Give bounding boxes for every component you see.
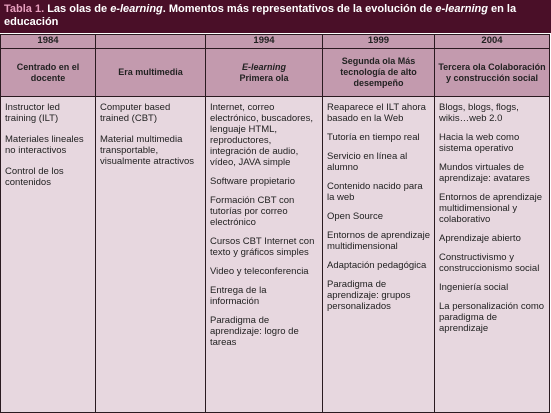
list-item: Reaparece el ILT ahora basado en la Web [327, 102, 426, 124]
list-item: Video y teleconferencia [210, 266, 309, 277]
list-item: Software propietario [210, 176, 296, 187]
column-title [96, 49, 206, 97]
list-item: Materiales lineales no interactivos [5, 134, 84, 156]
column-title-text: Primera ola [239, 72, 289, 83]
caption-em-a: e-learning [110, 3, 163, 15]
list-item: Mundos virtuales de aprendizaje: avatares [439, 162, 530, 184]
list-item: Paradigma de aprendizaje: grupos personalizados [327, 279, 411, 312]
list-item: Internet, correo electrónico, buscadores, lenguaje HTML, reproductores, integración de audio, vídeo, JAVA simple [210, 102, 313, 168]
list-item: Servicio en línea al alumno [327, 151, 408, 173]
caption-text-b: . Momentos más representativos de la evolución de [162, 3, 436, 15]
list-item: Entrega de la información [210, 285, 267, 307]
list-item: Material multimedia transportable, visualmente atractivos [100, 134, 194, 167]
list-item: Entornos de aprendizaje multidimensional [327, 230, 430, 252]
column-title [323, 49, 435, 97]
list-item: Tutoría en tiempo real [327, 132, 420, 143]
column-content [206, 97, 323, 413]
list-item: Blogs, blogs, flogs, wikis…web 2.0 [439, 102, 519, 124]
year-row [1, 35, 550, 49]
list-item: Constructivismo y construccionismo social [439, 252, 540, 274]
year-cell [96, 35, 206, 49]
list-item: Hacia la web como sistema operativo [439, 132, 520, 154]
column-content [323, 97, 435, 413]
list-item: Contenido nacido para la web [327, 181, 423, 203]
column-title-text: Segunda ola Más tecnología de alto desempeño [340, 56, 417, 88]
caption-text-a: Las olas de [44, 3, 111, 15]
column-title-em: E-learning [241, 61, 286, 72]
caption-label: Tabla 1. [4, 3, 45, 15]
list-item: Formación CBT con tutorías por correo electrónico [210, 195, 295, 228]
title-row [1, 49, 550, 97]
column-title-text: Tercera ola Colaboración y construcción social [438, 61, 546, 83]
list-item: Aprendizaje abierto [439, 233, 521, 244]
list-item: Paradigma de aprendizaje: logro de tareas [210, 315, 299, 348]
column-title [1, 49, 96, 97]
list-item: Instructor led training (ILT) [5, 102, 60, 124]
list-item: La personalización como paradigma de aprendizaje [439, 301, 545, 334]
column-title [206, 49, 323, 97]
list-item: Cursos CBT Internet con texto y gráficos simples [210, 236, 315, 258]
list-item: Adaptación pedagógica [327, 260, 427, 271]
column-title [435, 49, 550, 97]
column-content [96, 97, 206, 413]
list-item: Open Source [327, 211, 383, 222]
column-content [1, 97, 96, 413]
column-title-text: Centrado en el docente [16, 61, 80, 83]
column-title-text: Era multimedia [118, 67, 183, 77]
list-item: Entornos de aprendizaje multidimensional y colaborativo [439, 192, 542, 225]
year-cell: 2004 [435, 35, 550, 49]
caption-em-b: e-learning [435, 3, 488, 15]
list-item: Control de los contenidos [5, 166, 64, 188]
year-cell: 1994 [206, 35, 323, 49]
list-item: Computer based trained (CBT) [100, 102, 171, 124]
column-content [435, 97, 550, 413]
year-cell: 1984 [1, 35, 96, 49]
table-caption [0, 0, 551, 33]
year-cell: 1999 [323, 35, 435, 49]
caption-text-c: en la educación [4, 3, 517, 28]
content-row [1, 97, 550, 413]
list-item: Ingeniería social [439, 282, 509, 293]
elearning-table [0, 34, 550, 413]
